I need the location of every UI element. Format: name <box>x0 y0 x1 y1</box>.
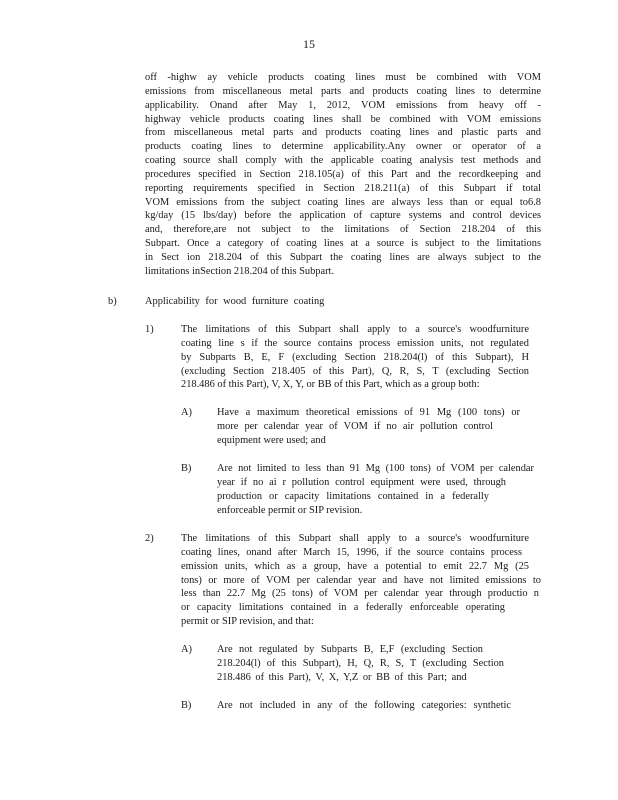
item-2-sub-a-label: A) <box>181 644 192 655</box>
intro-paragraph <box>145 71 541 279</box>
text-line: 218.486 of this Part), V, X, Y, or BB of this Part, which as a group both: <box>181 379 480 391</box>
text-line: year if no ai r pollution control equipment were used, through <box>217 476 506 488</box>
text-line: coating source shall comply with the applicable coating analysis test methods and <box>145 155 541 167</box>
item-2-sub-b-paragraph <box>217 699 511 713</box>
text-line: applicability. Onand after May 1, 2012, VOM emissions from heavy off - <box>145 99 541 111</box>
text-line: limitations inSection 218.204 of this Subpart. <box>145 265 335 277</box>
item-2-sub-a-paragraph <box>217 643 504 685</box>
text-line: kg/day (15 lbs/day) before the application of capture systems and control devices <box>145 210 541 222</box>
text-line: in Sect ion 218.204 of this Subpart the coating lines are always subject to the <box>145 251 541 263</box>
text-line: tons) or more of VOM per calendar year and have not limited emissions to <box>181 574 541 586</box>
text-line: or capacity limitations contained in a federally enforceable operating <box>181 602 505 614</box>
item-2-label: 2) <box>145 533 154 544</box>
text-line: coating line s if the source contains process emission units, not regulated <box>181 337 529 349</box>
text-line: from miscellaneous metal parts and products coating lines and plastic parts and <box>145 127 541 139</box>
section-b-label: b) <box>108 296 117 307</box>
item-2-sub-b-label: B) <box>181 700 192 711</box>
text-line: production or capacity limitations contained in a federally <box>217 490 489 502</box>
text-line: equipment were used; and <box>217 434 326 446</box>
item-1-sub-b-paragraph <box>217 462 534 517</box>
text-line: reporting requirements specified in Section 218.211(a) of this Subpart if total <box>145 182 541 194</box>
text-line: Have a maximum theoretical emissions of 91 Mg (100 tons) or <box>217 407 520 418</box>
text-line: VOM emissions from the subject coating lines are always less than or equal to6.8 <box>145 196 541 208</box>
text-line: Are not included in any of the following categories: synthetic <box>217 700 511 711</box>
text-line: The limitations of this Subpart shall apply to a source's woodfurniture <box>181 324 529 335</box>
text-line: enforceable permit or SIP revision. <box>217 504 363 516</box>
text-line: (excluding Section 218.405 of this Part), Q, R, S, T (excluding Section <box>181 365 529 377</box>
text-line: permit or SIP revision, and that: <box>181 616 314 628</box>
text-line: 218.486 of this Part), V, X, Y,Z or BB of this Part; and <box>217 671 467 683</box>
text-line: off -highw ay vehicle products coating lines must be combined with VOM <box>145 72 541 83</box>
item-1-label: 1) <box>145 324 154 335</box>
section-b-heading: Applicability for wood furniture coating <box>145 296 325 307</box>
item-1-sub-a-label: A) <box>181 407 192 418</box>
text-line: Subpart. Once a category of coating lines at a source is subject to the limitations <box>145 238 541 250</box>
item-1-sub-a-paragraph <box>217 406 520 448</box>
item-1-sub-b-label: B) <box>181 463 192 474</box>
item-1-paragraph <box>181 323 529 392</box>
text-line: emission units, which as a group, have a potential to emit 22.7 Mg (25 <box>181 560 529 572</box>
text-line: less than 22.7 Mg (25 tons) of VOM per calendar year through productio n <box>181 588 539 600</box>
text-line: and, therefore,are not subject to the limitations of Section 218.204 of this <box>145 224 541 236</box>
text-line: procedures specified in Section 218.105(a) of this Part and the recordkeeping and <box>145 168 541 180</box>
text-line: emissions from miscellaneous metal parts and products coating lines to determine <box>145 85 541 97</box>
page-number: 15 <box>303 37 315 51</box>
text-line: highway vehicle products coating lines shall be combined with VOM emissions <box>145 113 541 125</box>
text-line: Are not limited to less than 91 Mg (100 tons) of VOM per calendar <box>217 463 534 474</box>
text-line: by Subparts B, E, F (excluding Section 218.204(l) of this Subpart), H <box>181 351 529 363</box>
item-2-paragraph <box>181 532 541 629</box>
text-line: 218.204(l) of this Subpart), H, Q, R, S, T (excluding Section <box>217 657 504 669</box>
text-line: Are not regulated by Subparts B, E,F (excluding Section <box>217 644 483 655</box>
text-line: The limitations of this Subpart shall apply to a source's woodfurniture <box>181 533 529 544</box>
text-line: coating lines, onand after March 15, 1996, if the source contains process <box>181 546 522 558</box>
text-line: more per calendar year of VOM if no air pollution control <box>217 420 493 432</box>
text-line: products coating lines to determine applicability.Any owner or operator of a <box>145 141 541 153</box>
